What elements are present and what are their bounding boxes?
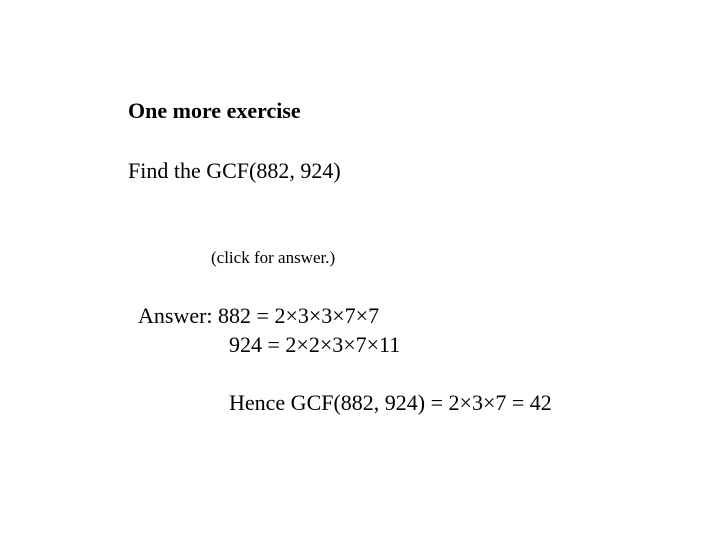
answer-factorization-924: 924 = 2×2×3×7×11 xyxy=(229,332,401,357)
problem-statement: Find the GCF(882, 924) xyxy=(128,158,341,183)
click-for-answer-link[interactable]: (click for answer.) xyxy=(211,248,336,267)
slide-title: One more exercise xyxy=(128,98,301,123)
answer-factorization-882: Answer: 882 = 2×3×3×7×7 xyxy=(138,303,380,328)
answer-conclusion: Hence GCF(882, 924) = 2×3×7 = 42 xyxy=(229,390,552,415)
